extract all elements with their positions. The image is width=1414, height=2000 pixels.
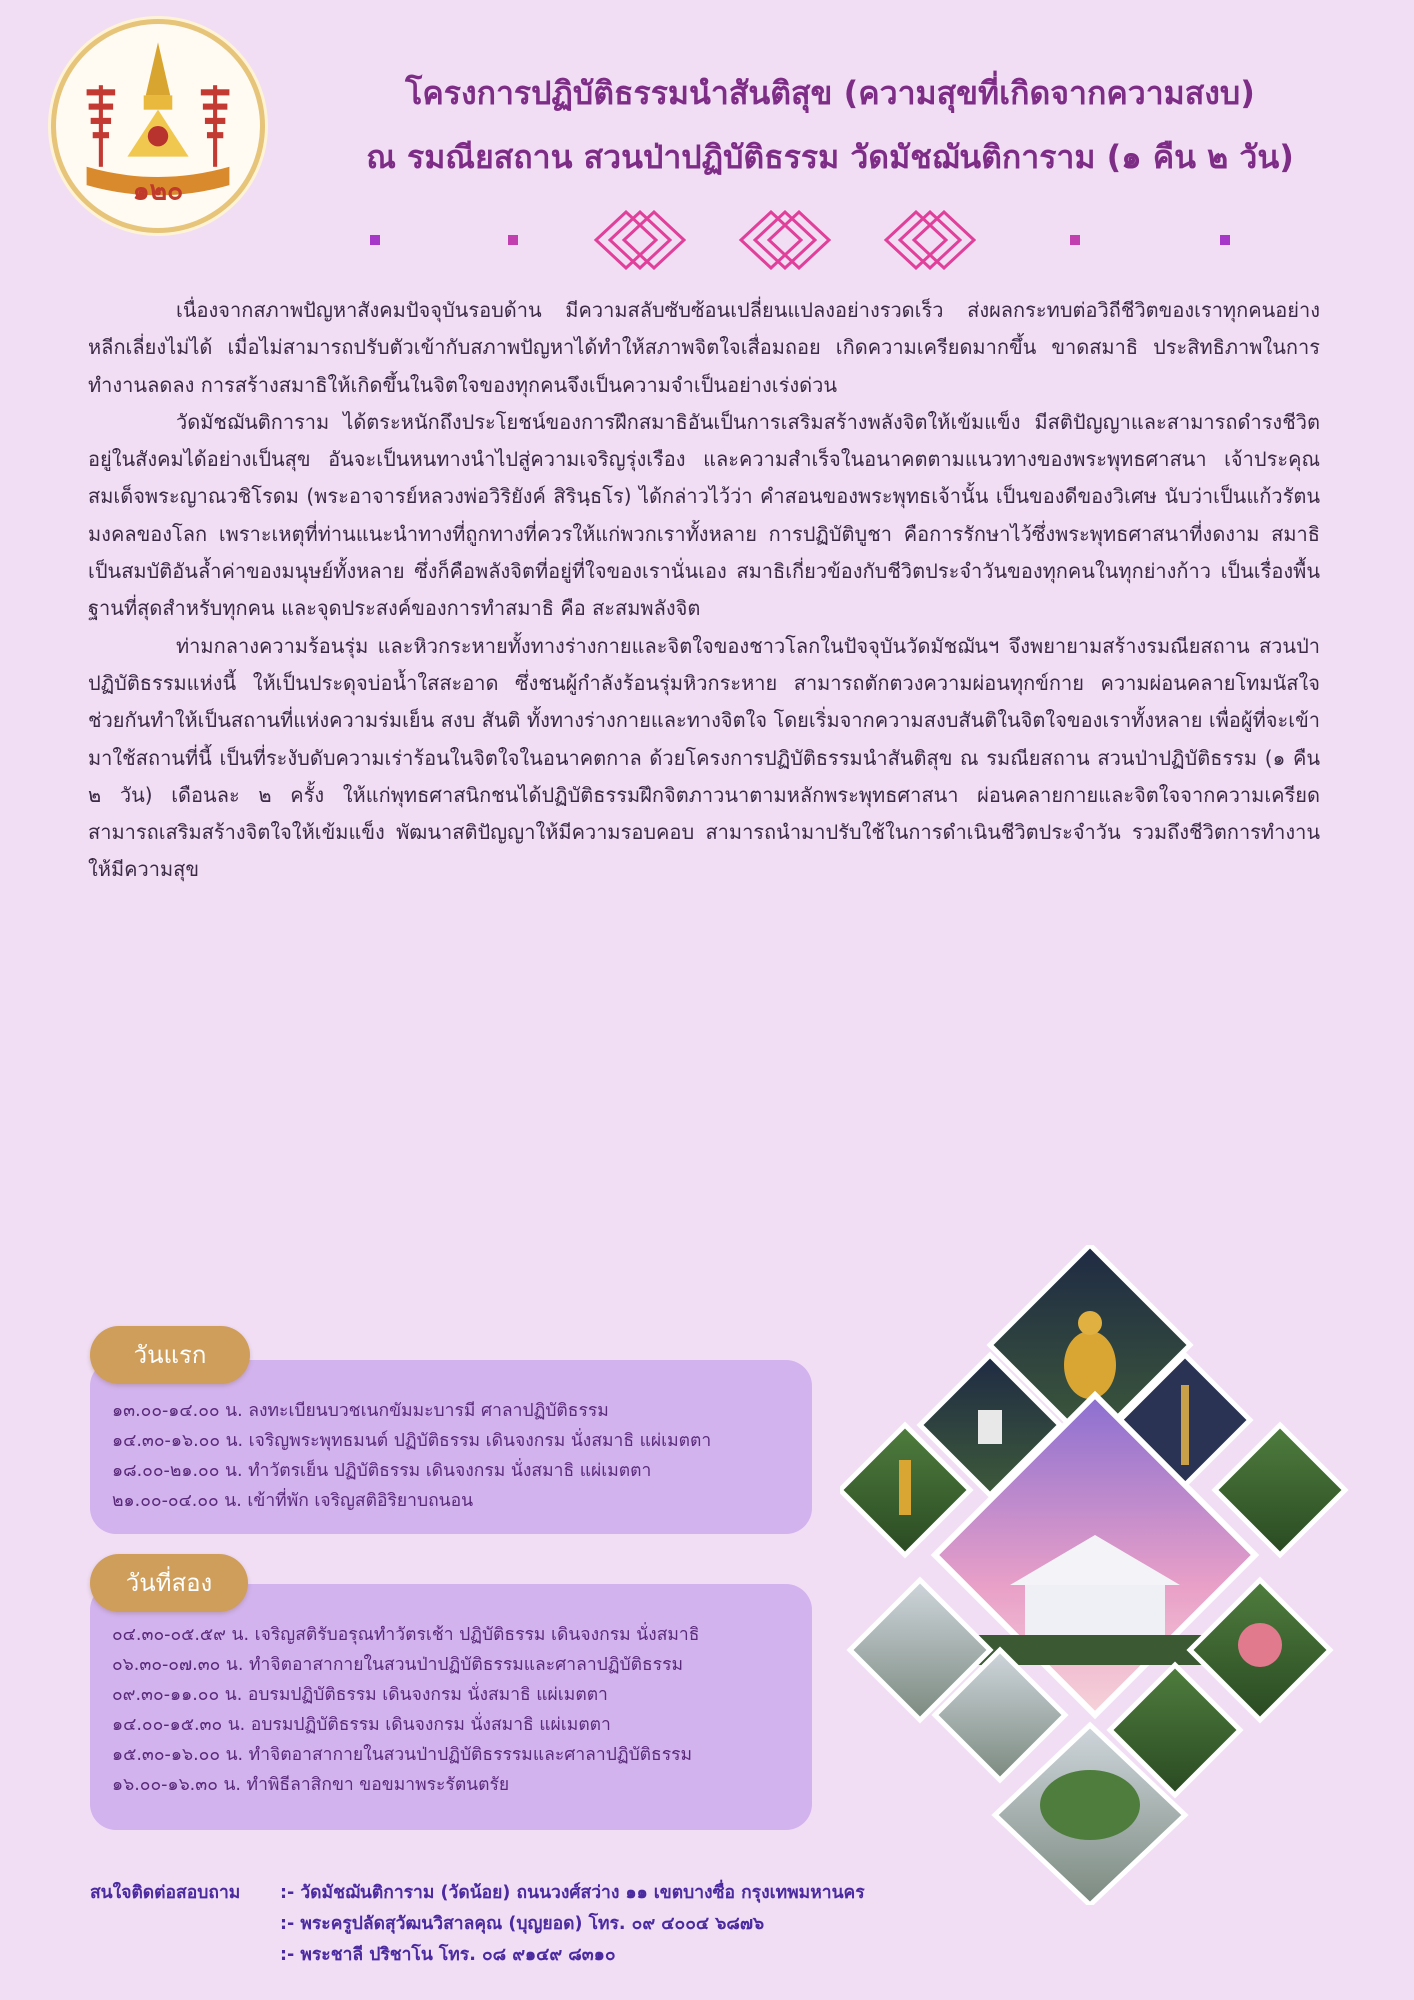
day2-label-badge: วันที่สอง [90, 1554, 248, 1612]
day2-schedule-box [90, 1584, 812, 1830]
logo-emblem [56, 24, 260, 228]
day1-schedule-box [90, 1360, 812, 1534]
schedule-item: ๑๘.๐๐-๒๑.๐๐ น. ทำวัตรเย็น ปฏิบัติธรรม เดินจงกรม นั่งสมาธิ แผ่เมตตา [112, 1461, 652, 1481]
paragraph-3: ท่ามกลางความร้อนรุ่ม และหิวกระหายทั้งทางร่างกายและจิตใจของชาวโลกในปัจจุบันวัดมัชฌันฯ จึงพยายามสร้างรมณียสถาน สวนป่าปฏิบัติธรรมแห่งนี้ ให้เป็นประดุจบ่อน้ำใสสะอาด ซึ่งชนผู้กำลังร้อนรุ่มหิวกระหาย สามารถตักตวงความผ่อนทุกข์กาย ความผ่อนคลายโทมนัสใจ ช่วยกันทำให้เป็นสถานที่แห่งความร่มเย็น สงบ สันติ ทั้งทางร่างกายและทางจิตใจ โดยเริ่มจากความสงบสันติในจิตใจของเราทั้งหลาย เพื่อผู้ที่จะเข้ามาใช้สถานที่นี้ เป็นที่ระงับดับความเร่าร้อนในจิตใจในอนาคตกาล ด้วยโครงการปฏิบัติธรรมนำสันติสุข ณ รมณียสถาน สวนป่าปฏิบัติธรรม (๑ คืน ๒ วัน) เดือนละ ๒ ครั้ง ให้แก่พุทธศาสนิกชนได้ปฏิบัติธรรมฝึกจิตภาวนาตามหลักพระพุทธศาสนา ผ่อนคลายกายและจิตใจจากความเครียด สามารถเสริมสร้างจิตใจให้เข้มแข็ง พัฒนาสติปัญญาให้มีความรอบคอบ สามารถนำมาปรับใช้ในการดำเนินชีวิตประจำวัน รวมถึงชีวิตการทำงานให้มีความสุข [88, 633, 1320, 882]
schedule-item: ๒๑.๐๐-๐๔.๐๐ น. เข้าที่พัก เจริญสติอิริยาบถนอน [112, 1491, 474, 1511]
emblem-graphic [56, 24, 260, 228]
schedule-item: ๑๔.๐๐-๑๕.๓๐ น. อบรมปฏิบัติธรรม เดินจงกรม นั่งสมาธิ แผ่เมตตา [112, 1715, 611, 1735]
contact-line-phone-2: :- พระชาลี ปริชาโน โทร. ๐๘ ๙๑๔๙ ๘๓๑๐ [280, 1945, 616, 1965]
schedule-item: ๐๖.๓๐-๐๗.๓๐ น. ทำจิตอาสากายในสวนป่าปฏิบัติธรรมและศาลาปฏิบัติธรรม [112, 1655, 684, 1675]
contact-line-address: :- วัดมัชฌันติการาม (วัดน้อย) ถนนวงศ์สว่าง ๑๑ เขตบางซื่อ กรุงเทพมหานคร [280, 1883, 865, 1903]
intro-text [88, 292, 1320, 889]
schedule-item: ๑๕.๓๐-๑๖.๐๐ น. ทำจิตอาสากายในสวนป่าปฏิบัติธรรรมและศาลาปฏิบัติธรรม [112, 1745, 693, 1765]
schedule-item: ๐๙.๓๐-๑๑.๐๐ น. อบรมปฏิบัติธรรม เดินจงกรม นั่งสมาธิ แผ่เมตตา [112, 1685, 608, 1705]
decorative-divider [370, 210, 1230, 270]
paragraph-1: เนื่องจากสภาพปัญหาสังคมปัจจุบันรอบด้าน มีความสลับซับซ้อนเปลี่ยนแปลงอย่างรวดเร็ว ส่งผลกระทบต่อวิถีชีวิตของเราทุกคนอย่างหลีกเลี่ยงไม่ได้ เมื่อไม่สามารถปรับตัวเข้ากับสภาพปัญหาได้ทำให้สภาพจิตใจเสื่อมถอย เกิดความเครียดมากขึ้น ขาดสมาธิ ประสิทธิภาพในการทำงานลดลง การสร้างสมาธิให้เกิดขึ้นในจิตใจของทุกคนจึงเป็นความจำเป็นอย่างเร่งด่วน [88, 298, 1320, 397]
photo-collage [840, 1245, 1360, 1905]
emblem-number: ๑๒๐ [132, 175, 184, 207]
page-title-line1: โครงการปฏิบัติธรรมนำสันติสุข (ความสุขที่เกิดจากความสงบ) [405, 74, 1255, 112]
schedule-item: ๑๖.๐๐-๑๖.๓๐ น. ทำพิธีลาสิกขา ขอขมาพระรัตนตรัย [112, 1775, 510, 1795]
schedule-item: ๑๔.๓๐-๑๖.๐๐ น. เจริญพระพุทธมนต์ ปฏิบัติธรรม เดินจงกรม นั่งสมาธิ แผ่เมตตา [112, 1431, 712, 1451]
contact-info [90, 1878, 865, 1971]
day1-label-badge: วันแรก [90, 1326, 250, 1384]
contact-label: สนใจติดต่อสอบถาม [90, 1883, 241, 1903]
contact-line-phone-1: :- พระครูปลัดสุวัฒนวิสาลคุณ (บุญยอด) โทร. ๐๙ ๔๐๐๔ ๖๘๗๖ [280, 1914, 765, 1934]
schedule-item: ๐๔.๓๐-๐๕.๕๙ น. เจริญสติรับอรุณทำวัตรเช้า ปฏิบัติธรรม เดินจงกรม นั่งสมาธิ [112, 1625, 700, 1645]
schedule-item: ๑๓.๐๐-๑๔.๐๐ น. ลงทะเบียนบวชเนกขัมมะบารมี ศาลาปฏิบัติธรรม [112, 1401, 609, 1421]
page-title-line2: ณ รมณียสถาน สวนป่าปฏิบัติธรรม วัดมัชฌันติการาม (๑ คืน ๒ วัน) [366, 138, 1294, 176]
paragraph-2: วัดมัชฌันติการาม ได้ตระหนักถึงประโยชน์ของการฝึกสมาธิอันเป็นการเสริมสร้างพลังจิตให้เข้มแข็ง มีสติปัญญาและสามารถดำรงชีวิตอยู่ในสังคมได้อย่างเป็นสุข อันจะเป็นหนทางนำไปสู่ความเจริญรุ่งเรือง และความสำเร็จในอนาคตตามแนวทางของพระพุทธศาสนา เจ้าประคุณสมเด็จพระญาณวชิโรดม (พระอาจารย์หลวงพ่อวิริยังค์ สิรินฺธโร) ได้กล่าวไว้ว่า คำสอนของพระพุทธเจ้านั้น เป็นของดีของวิเศษ นับว่าเป็นแก้วรัตนมงคลของโลก เพราะเหตุที่ท่านแนะนำทางที่ถูกทางที่ควรให้แก่พวกเราทั้งหลาย การปฏิบัติบูชา คือการรักษาไว้ซึ่งพระพุทธศาสนาที่งดงาม สมาธิเป็นสมบัติอันล้ำค่าของมนุษย์ทั้งหลาย ซึ่งก็คือพลังจิตที่อยู่ที่ใจของเรานั่นเอง สมาธิเกี่ยวข้องกับชีวิตประจำวันของทุกคนในทุกย่างก้าว เป็นเรื่องพื้นฐานที่สุดสำหรับทุกคน และจุดประสงค์ของการทำสมาธิ คือ สะสมพลังจิต [88, 409, 1320, 621]
